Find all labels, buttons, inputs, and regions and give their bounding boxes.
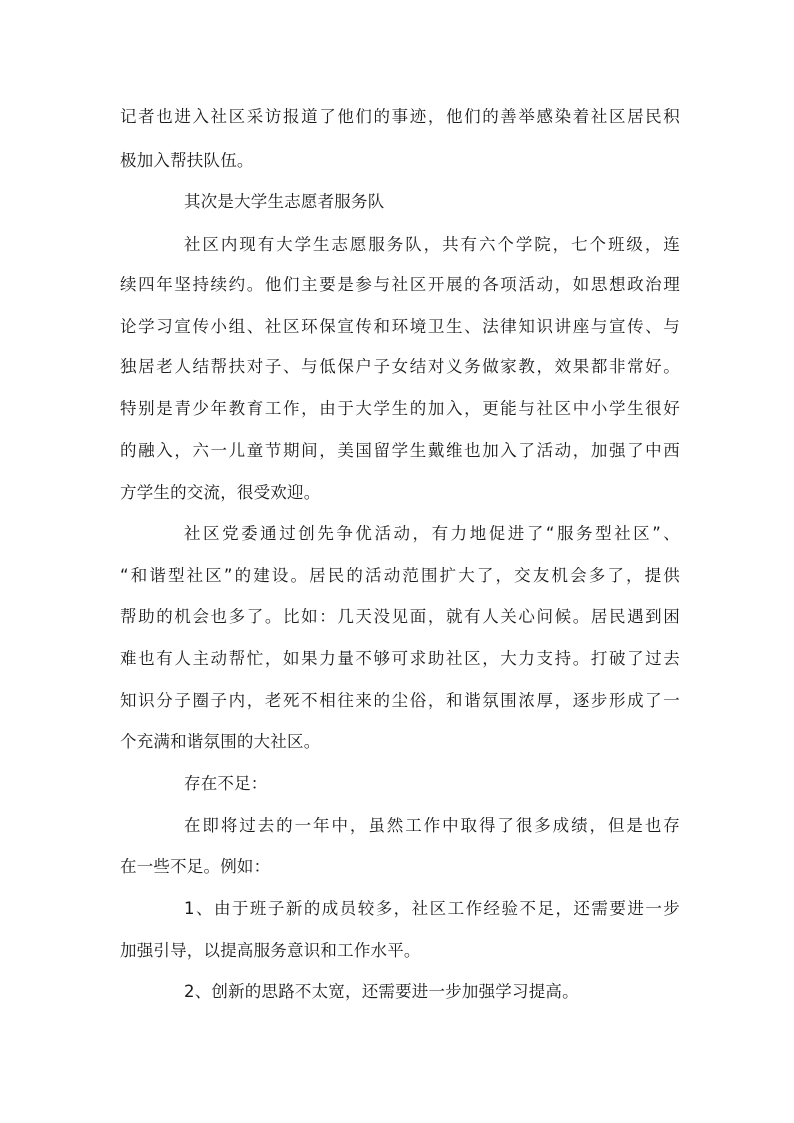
list-item-1-continued: 加强引导，以提高服务意识和工作水平。	[120, 941, 421, 960]
text-line-10: 方学生的交流，很受欢迎。	[120, 483, 321, 502]
text-line-11: 社区党委通过创先争优活动，有力地促进了“服务型社区”、	[184, 524, 680, 543]
text-line-4: 社区内现有大学生志愿服务队，共有六个学院，七个班级，连	[184, 235, 680, 254]
text-line-1: 记者也进入社区采访报道了他们的事迹，他们的善举感染着社区居民积	[120, 107, 680, 126]
text-line-13: 帮助的机会也多了。比如：几天没见面，就有人关心问候。居民遇到困	[120, 607, 680, 626]
text-line-7: 独居老人结帮扶对子、与低保户子女结对义务做家教，效果都非常好。	[120, 357, 680, 376]
text-line-9: 的融入，六一儿童节期间，美国留学生戴维也加入了活动，加强了中西	[120, 441, 680, 460]
text-line-8: 特别是青少年教育工作，由于大学生的加入，更能与社区中小学生很好	[120, 399, 680, 418]
text-line-18: 在即将过去的一年中，虽然工作中取得了很多成绩，但是也存	[184, 816, 680, 835]
text-line-2: 极加入帮扶队伍。	[120, 151, 254, 170]
list-item-2: 2、创新的思路不太宽，还需要进一步加强学习提高。	[184, 982, 579, 1001]
section-heading-shortcomings: 存在不足：	[184, 774, 268, 793]
list-item-1: 1、由于班子新的成员较多，社区工作经验不足，还需要进一步	[184, 899, 680, 918]
text-line-6: 论学习宣传小组、社区环保宣传和环境卫生、法律知识讲座与宣传、与	[120, 317, 680, 336]
text-line-12: “和谐型社区”的建设。居民的活动范围扩大了，交友机会多了，提供	[120, 566, 680, 585]
text-line-16: 个充满和谐氛围的大社区。	[120, 732, 321, 751]
text-line-15: 知识分子圈子内，老死不相往来的尘俗，和谐氛围浓厚，逐步形成了一	[120, 691, 680, 710]
text-line-5: 续四年坚持续约。他们主要是参与社区开展的各项活动，如思想政治理	[120, 275, 680, 294]
section-heading-volunteers: 其次是大学生志愿者服务队	[184, 192, 385, 211]
text-line-19: 在一些不足。例如：	[120, 857, 271, 876]
text-line-14: 难也有人主动帮忙，如果力量不够可求助社区，大力支持。打破了过去	[120, 649, 680, 668]
